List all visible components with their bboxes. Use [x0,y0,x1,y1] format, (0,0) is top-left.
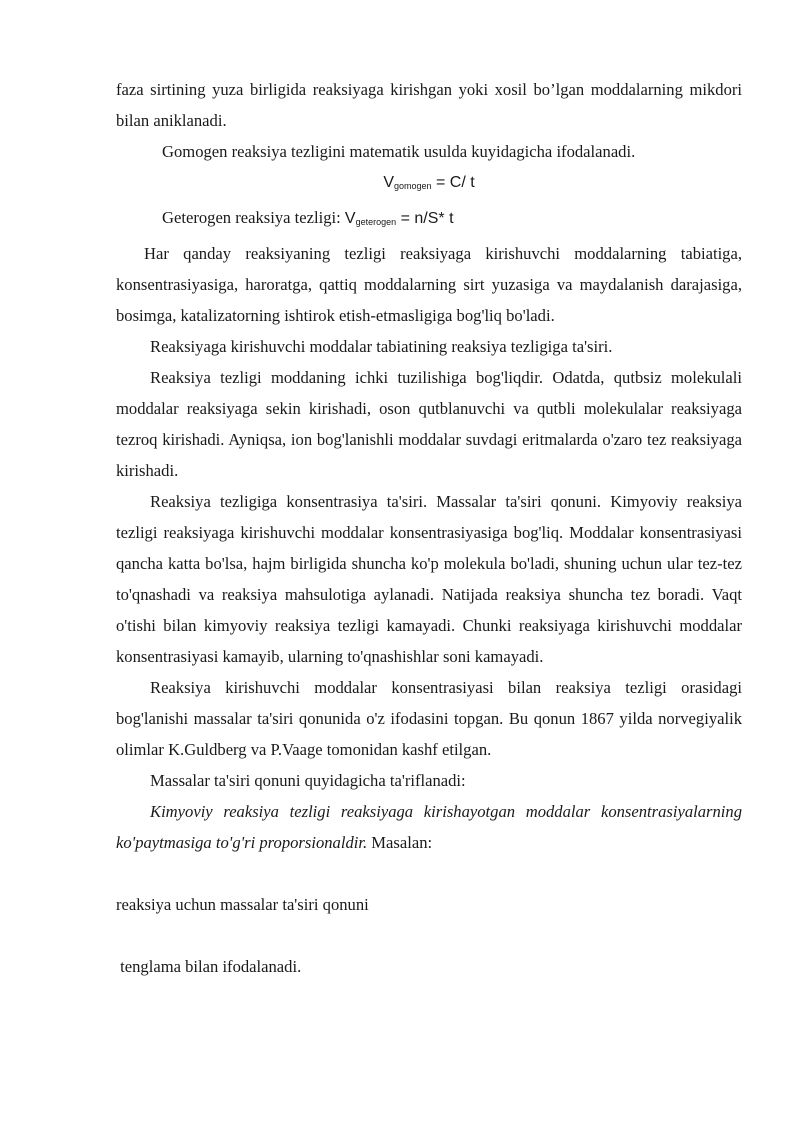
paragraph-har-qanday: Har qanday reaksiyaning tezligi reaksiyaga kirishuvchi moddalarning tabiatiga, konsentrasiyasiga, haroratga, qattiq moddalarning sirt yuzasiga va maydalanish darajasiga, bosimga, katalizatorning ishtirok etish-etmasligiga bog'liq bo'ladi. [116,244,742,325]
paragraph-reaksiya-uchun: reaksiya uchun massalar ta'siri qonuni [116,895,369,914]
spacer [116,920,742,951]
paragraph-ichki-tuzilish: Reaksiya tezligi moddaning ichki tuzilishiga bog'liqdir. Odatda, qutbsiz molekulali moddalar reaksiyaga sekin kirishadi, oson qutblanuvchi va qutbli molekulalar reaksiyaga tezroq kirishadi. Ayniqsa, ion bog'lanishli moddalar suvdagi eritmalarda o'zaro tez reaksiyaga kirishadi. [116,368,742,480]
formula-sub: geterogen [355,217,397,227]
document-page [116,74,742,982]
paragraph-gomogen: Gomogen reaksiya tezligini matematik usulda kuyidagicha ifodalanadi. [162,142,636,161]
definition-italic: Kimyoviy reaksiya tezligi reaksiyaga kirishayotgan moddalar konsentrasiyalarning ko'paytmasiga to'g'ri proporsionaldir. [116,802,742,852]
paragraph-massalar-qonuni: Reaksiya kirishuvchi moddalar konsentrasiyasi bilan reaksiya tezligi orasidagi bog'lanishi massalar ta'siri qonunida o'z ifodasini topgan. Bu qonun 1867 yilda norvegiyalik olimlar K.Guldberg va P.Vaage tomonidan kashf etilgan. [116,678,742,759]
paragraph-tenglama: tenglama bilan ifodalanadi. [116,957,302,976]
paragraph-tarif: Massalar ta'siri qonuni quyidagicha ta'riflanadi: [150,771,466,790]
paragraph-faza: faza sirtining yuza birligida reaksiyaga kirishgan yoki xosil bo’lgan moddalarning mikdori bilan aniklanadi. [116,80,742,130]
definition-rest: Masalan: [367,833,433,852]
formula-rest: = C/ t [431,174,475,191]
formula-geterogen [345,210,454,227]
spacer [116,858,742,889]
formula-v: V [344,210,356,227]
formula-v: V [383,174,394,191]
paragraph-geterogen [116,202,742,238]
paragraph-tabiat: Reaksiyaga kirishuvchi moddalar tabiatining reaksiya tezligiga ta'siri. [150,337,613,356]
paragraph-konsentrasiya: Reaksiya tezligiga konsentrasiya ta'siri. Massalar ta'siri qonuni. Kimyoviy reaksiya tezligi reaksiyaga kirishuvchi moddalar konsentrasiyasiga bog'liq. Moddalar konsentrasiyasi qancha katta bo'lsa, hajm birligida shuncha ko'p molekula bo'ladi, shuning uchun ular tez-tez to'qnashadi va reaksiya mahsulotiga aylanadi. Natijada reaksiya shuncha tez boradi. Vaqt o'tishi bilan kimyoviy reaksiya tezligi kamayadi. Chunki reaksiyaga kirishuvchi moddalar konsentrasiyasi kamayib, ularning to'qnashishlar soni kamayadi. [116,492,742,666]
formula-rest: = n/S* t [396,210,454,227]
formula-sub: gomogen [394,181,432,191]
geterogen-label: Geterogen reaksiya tezligi: [162,208,345,227]
paragraph-definition [116,796,742,858]
formula-gomogen [116,167,742,202]
